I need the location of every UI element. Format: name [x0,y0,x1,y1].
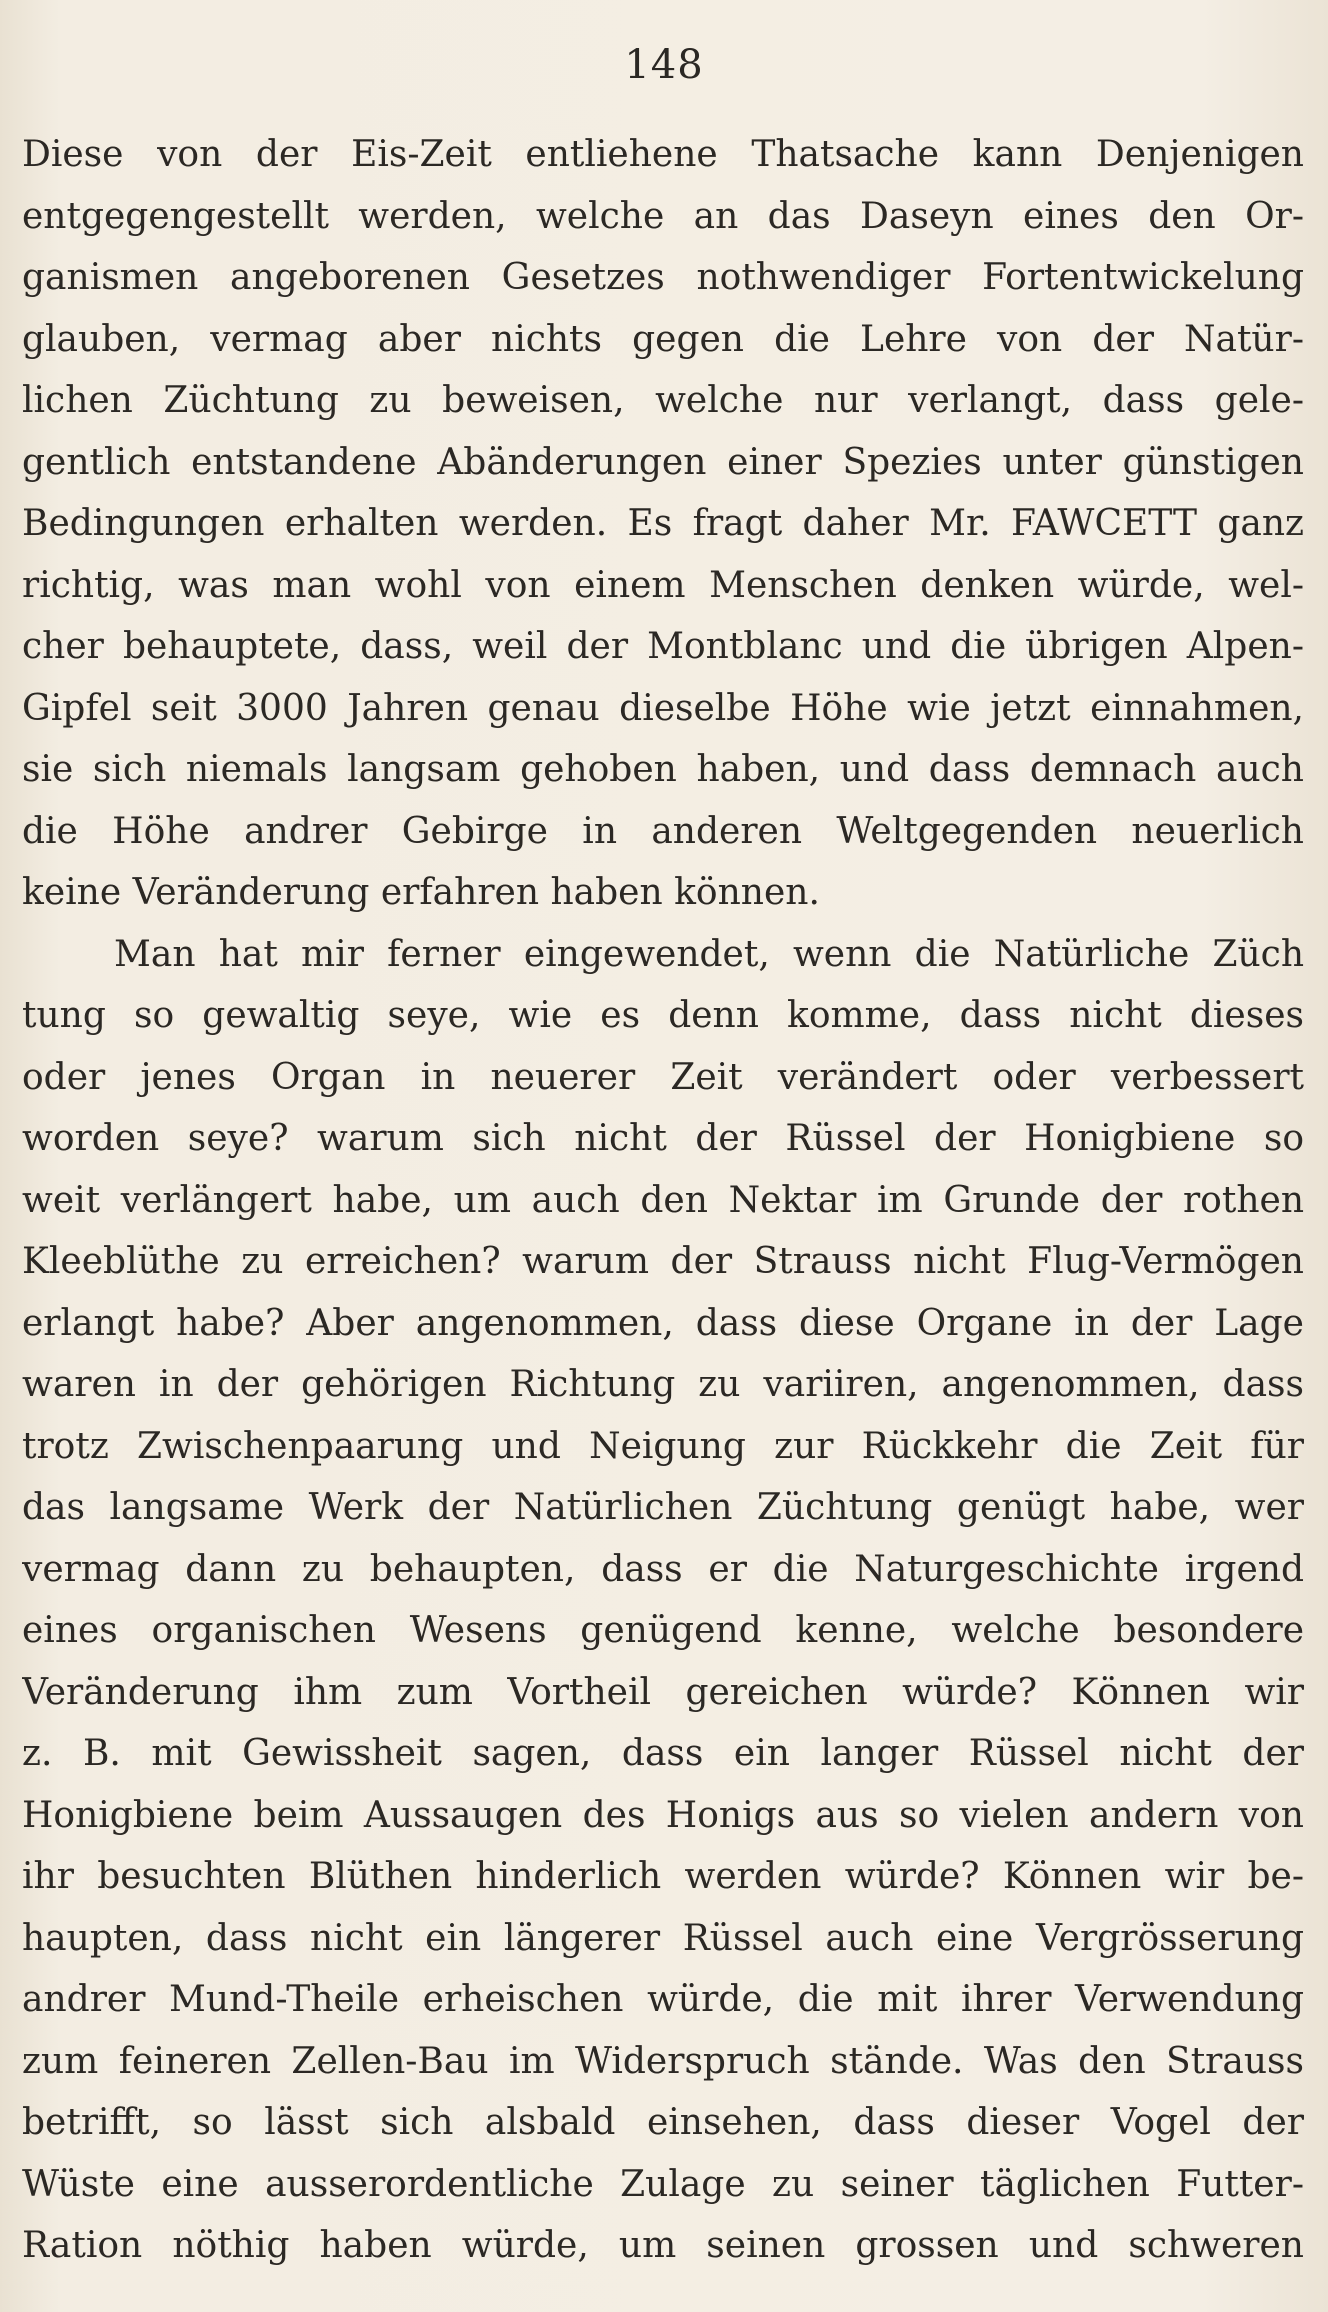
page-number: 148 [624,42,704,88]
text-line: vermag dann zu behaupten, dass er die Naturgeschichte irgend [22,1548,1304,1590]
text-line: ihr besuchten Blüthen hinderlich werden würde? Können wir be- [22,1856,1304,1897]
text-line: oder jenes Organ in neuerer Zeit verändert oder verbessert [22,1056,1304,1098]
text-line: Ration nöthig haben würde, um seinen grossen und schweren [22,2225,1304,2266]
body-text [22,124,1304,2277]
text-line: erlangt habe? Aber angenommen, dass diese Organe in der Lage [22,1302,1304,1344]
text-line: Bedingungen erhalten werden. Es fragt daher Mr. FAWCETT ganz [22,503,1304,544]
text-line: haupten, dass nicht ein längerer Rüssel auch eine Vergrösserung [22,1917,1304,1959]
text-line: tung so gewaltig seye, wie es denn komme, dass nicht dieses [22,995,1304,1036]
text-line: das langsame Werk der Natürlichen Züchtung genügt habe, wer [22,1487,1304,1528]
text-line: glauben, vermag aber nichts gegen die Lehre von der Natür- [22,318,1304,360]
text-line: richtig, was man wohl von einem Menschen denken würde, wel- [22,564,1304,606]
text-line: Kleeblüthe zu erreichen? warum der Strauss nicht Flug-Vermögen [22,1241,1304,1282]
text-line: die Höhe andrer Gebirge in anderen Weltgegenden neuerlich [22,810,1304,852]
text-line: eines organischen Wesens genügend kenne, welche besondere [22,1610,1304,1651]
text-line: lichen Züchtung zu beweisen, welche nur verlangt, dass gele- [22,380,1304,421]
text-line: Veränderung ihm zum Vortheil gereichen würde? Können wir [22,1671,1304,1713]
text-line: worden seye? warum sich nicht der Rüssel der Honigbiene so [22,1118,1304,1159]
text-line: Diese von der Eis-Zeit entliehene Thatsache kann Denjenigen [22,134,1304,175]
text-line: andrer Mund-Theile erheischen würde, die mit ihrer Verwendung [22,1979,1304,2020]
text-line: sie sich niemals langsam gehoben haben, und dass demnach auch [22,749,1304,790]
text-line: Wüste eine ausserordentliche Zulage zu seiner täglichen Futter- [22,2163,1304,2205]
text-line: gentlich entstandene Abänderungen einer Spezies unter günstigen [22,441,1304,483]
text-line: Honigbiene beim Aussaugen des Honigs aus so vielen andern von [22,1794,1304,1836]
text-line: cher behauptete, dass, weil der Montblanc und die übrigen Alpen- [22,626,1304,667]
paragraph-start-line: Man hat mir ferner eingewendet, wenn die Natürliche Züch [114,933,1304,975]
text-line: ganismen angeborenen Gesetzes nothwendiger Fortentwickelung [22,257,1304,298]
text-line: z. B. mit Gewissheit sagen, dass ein langer Rüssel nicht der [22,1733,1304,1774]
text-line: entgegengestellt werden, welche an das Daseyn eines den Or- [22,195,1304,237]
paragraph-end-line: keine Veränderung erfahren haben können. [22,872,820,913]
text-line: betrifft, so lässt sich alsbald einsehen, dass dieser Vogel der [22,2102,1304,2143]
text-line: trotz Zwischenpaarung und Neigung zur Rückkehr die Zeit für [22,1425,1304,1467]
text-line: Gipfel seit 3000 Jahren genau dieselbe Höhe wie jetzt einnahmen, [22,687,1304,729]
text-line: zum feineren Zellen-Bau im Widerspruch stände. Was den Strauss [22,2040,1304,2082]
text-line: weit verlängert habe, um auch den Nektar im Grunde der rothen [22,1179,1304,1221]
text-line: waren in der gehörigen Richtung zu variiren, angenommen, dass [22,1364,1304,1405]
